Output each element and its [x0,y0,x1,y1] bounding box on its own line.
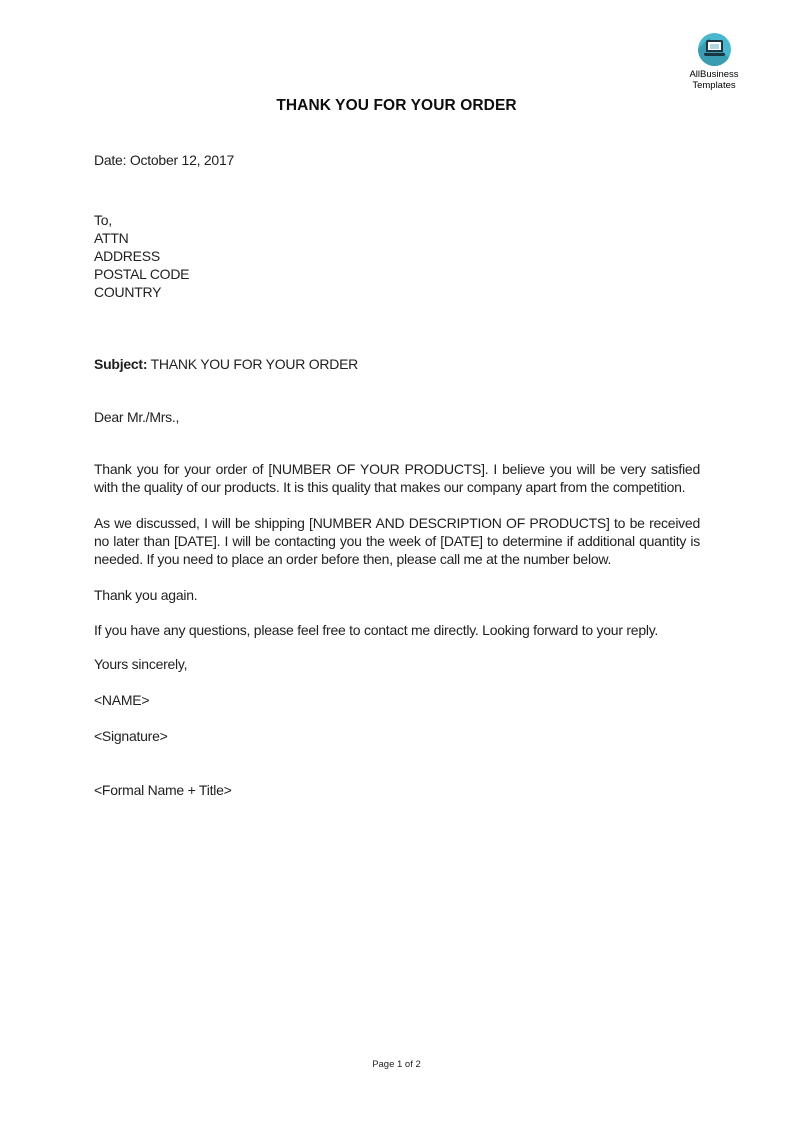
recipient-line-address: ADDRESS [94,248,160,264]
subject-line [94,355,700,373]
salutation: Dear Mr./Mrs., [94,409,180,425]
logo [676,33,752,91]
recipient-line-attn: ATTN [94,230,129,246]
body-paragraph-3: Thank you again. [94,587,198,603]
laptop-base [704,53,725,56]
valediction: Yours sincerely, [94,656,188,672]
recipient-block [94,211,700,301]
formal-name-placeholder: <Formal Name + Title> [94,782,232,798]
recipient-line-to: To, [94,212,112,228]
recipient-line-country: COUNTRY [94,284,162,300]
page-number-indicator: Page 1 of 2 [372,1059,421,1070]
brand-line-2: Templates [692,80,736,91]
laptop-icon [704,40,725,58]
brand-line-1: AllBusiness [689,69,739,80]
recipient-line-postal-code: POSTAL CODE [94,266,190,282]
name-placeholder: <NAME> [94,692,150,708]
subject-label: Subject: [94,356,148,372]
brand-name [676,69,752,91]
subject-text: THANK YOU FOR YOUR ORDER [147,356,359,372]
laptop-screen [706,40,723,52]
body-paragraph-4: If you have any questions, please feel free to contact me directly. Looking forward to your reply. [94,622,659,638]
body-paragraph-2: As we discussed, I will be shipping [NUMBER AND DESCRIPTION OF PRODUCTS] to be received no later than [DATE]. I will be contacting you the week of [DATE] to determine if additional quantity is needed. If you need to place an order before then, please call me at the number below. [94,515,700,567]
laptop-screen-inner [710,44,719,49]
page-title: THANK YOU FOR YOUR ORDER [276,97,517,114]
body-paragraph-1: Thank you for your order of [NUMBER OF YOUR PRODUCTS]. I believe you will be very satisfied with the quality of our products. It is this quality that makes our company apart from the competition. [94,461,700,495]
logo-circle [698,33,731,66]
signature-placeholder: <Signature> [94,728,168,744]
date-line: Date: October 12, 2017 [94,152,235,168]
